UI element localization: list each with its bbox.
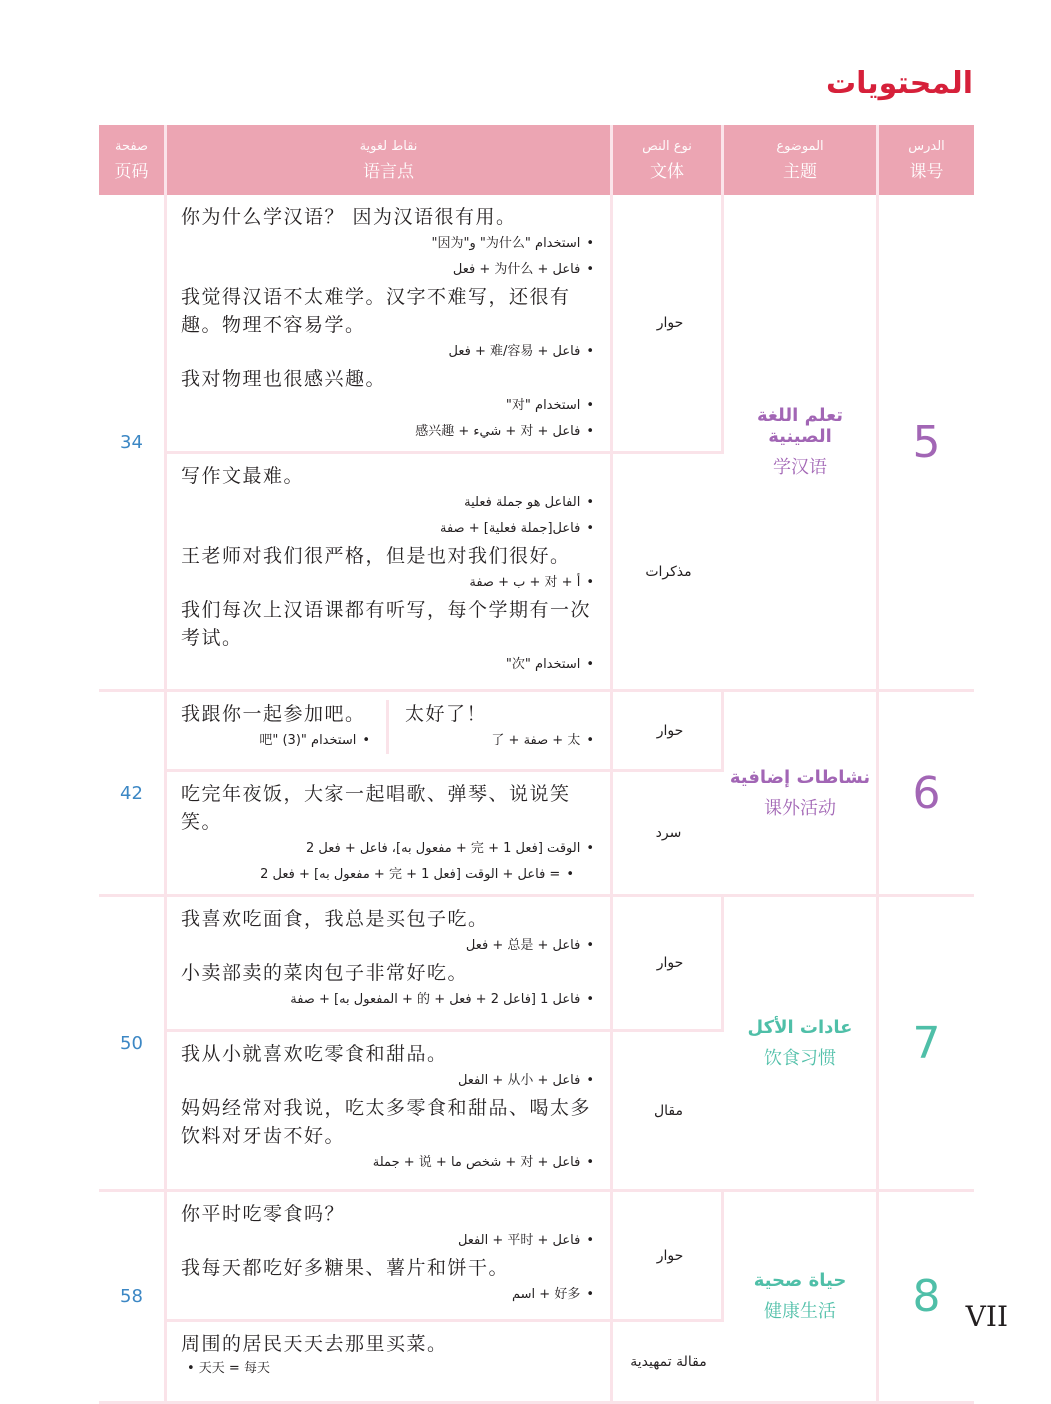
chinese-sentence: 写作文最难。 [181,465,305,487]
page-ref: 34 [99,195,167,692]
page-ref: 42 [99,692,167,897]
text-type: مقالة تمهيدية [613,1322,724,1404]
page-number: VII [965,1300,1008,1333]
grammar-point: • الفاعل هو جملة فعلية [181,490,600,516]
header-topic: الموضوع 主题 [724,125,879,195]
chinese-sentence: 吃完年夜饭，大家一起唱歌、弹琴、说说笑笑。 [181,783,571,833]
chinese-sentence: 妈妈经常对我说，吃太多零食和甜品、喝太多饮料对牙齿不好。 [181,1097,592,1147]
lesson-number: 8 [879,1192,974,1404]
text-type: مقال [613,1032,724,1192]
page-ref: 58 [99,1192,167,1404]
header-points: نقاط لغوية 语言点 [167,125,613,195]
chinese-sentence: 小卖部卖的菜肉包子非常好吃。 [181,962,469,984]
grammar-point: • فاعل + 为什么 + فعل [181,257,600,283]
chinese-sentence: 我每天都吃好多糖果、薯片和饼干。 [181,1257,510,1279]
grammar-point: • فاعل 1 [فاعل 2 + فعل + 的 + المفعول به] + صفة [181,987,600,1013]
chinese-sentence: 你平时吃零食吗？ [181,1203,346,1225]
text-type: سرد [613,772,724,897]
chinese-sentence: 我跟你一起参加吧。 [181,703,366,725]
header-row [99,125,974,195]
text-type: حوار [613,1192,724,1322]
grammar-point: • فاعل + 从小 + الفعل [181,1068,600,1094]
chinese-sentence: 王老师对我们很严格，但是也对我们很好。 [181,545,571,567]
lesson-topic: حياة صحية 健康生活 [724,1192,879,1404]
grammar-point: • = فاعل + الوقت [فعل 1 + 完 + مفعول به] + فعل 2 [181,862,600,888]
lesson-5-row [99,195,974,454]
lesson-number: 6 [879,692,974,897]
language-points [167,1032,613,1192]
lesson-6-row [99,692,974,772]
chinese-sentence: 你为什么学汉语？ 因为汉语很有用。 [181,206,517,228]
chinese-sentence: 我对物理也很感兴趣。 [181,368,387,390]
grammar-point: • استخدام "吧" (3) [181,728,376,754]
language-points [167,772,613,897]
grammar-point: • فاعل + 对 + شخص ما + 说 + جملة [181,1150,600,1176]
lesson-topic: نشاطات إضافية 课外活动 [724,692,879,897]
lesson-8-row [99,1192,974,1322]
grammar-point: • فاعل + 平时 + الفعل [181,1228,600,1254]
grammar-point: • فاعل + 对 + شيء + 感兴趣 [181,419,600,445]
grammar-point: • استخدام "对" [181,393,600,419]
chinese-sentence: 我从小就喜欢吃零食和甜品。 [181,1043,448,1065]
grammar-point: • استخدام "次" [181,652,600,678]
chinese-sentence: 太好了！ [405,703,488,725]
language-points [167,1322,613,1404]
text-type: مذكرات [613,454,724,692]
chinese-sentence: 我们每次上汉语课都有听写，每个学期有一次考试。 [181,599,592,649]
grammar-point: • استخدام "为什么" و"因为" [181,231,600,257]
language-points [167,692,613,772]
text-type: حوار [613,195,724,454]
lesson-number: 7 [879,897,974,1192]
page-title: المحتويات [825,66,973,101]
header-lesson: الدرس 课号 [879,125,974,195]
grammar-point: • فاعل[جملة فعلية] + صفة [181,516,600,542]
text-type: حوار [613,692,724,772]
chinese-sentence: 周围的居民天天去那里买菜。 [181,1333,448,1355]
language-points [167,897,613,1032]
header-type: نوع النص 文体 [613,125,724,195]
page-ref: 50 [99,897,167,1192]
header-page: صفحة 页码 [99,125,167,195]
lesson-7-row [99,897,974,1032]
language-points [167,1192,613,1322]
language-points [167,454,613,692]
lesson-topic: تعلم اللغة الصينية 学汉语 [724,195,879,692]
grammar-point: • 好多 + اسم [181,1282,600,1308]
contents-table [99,125,974,1404]
grammar-point: • فاعل + 总是 + فعل [181,933,600,959]
chinese-sentence: 我喜欢吃面食，我总是买包子吃。 [181,908,489,930]
lesson-topic: عادات الأكل 饮食习惯 [724,897,879,1192]
chinese-sentence: 我觉得汉语不太难学。汉字不难写，还很有趣。物理不容易学。 [181,286,571,336]
grammar-point: • الوقت [فعل 1 + 完 + مفعول به]، فاعل + فعل 2 [181,836,600,862]
grammar-point: • 太 + صفة + 了 [405,728,600,754]
grammar-point: • 天天 = 每天 [187,1361,270,1376]
text-type: حوار [613,897,724,1032]
grammar-point: • أ + 对 + ب + صفة [181,570,600,596]
lesson-number: 5 [879,195,974,692]
grammar-point: • فاعل + 难/容易 + فعل [181,339,600,365]
language-points [167,195,613,454]
